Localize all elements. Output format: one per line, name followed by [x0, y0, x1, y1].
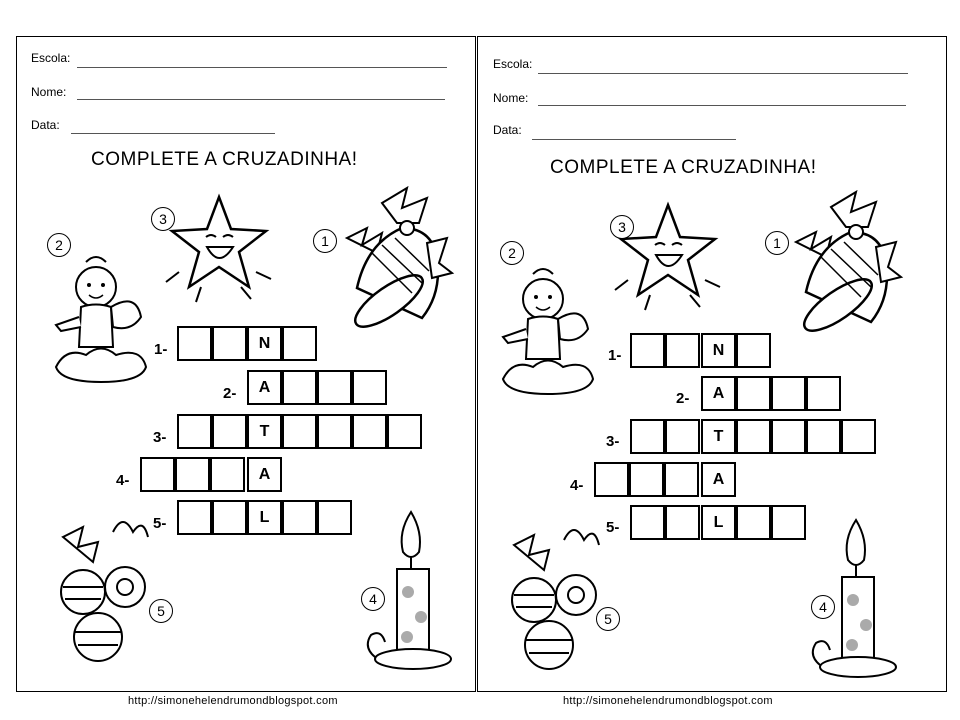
cell-4-3[interactable] [210, 457, 245, 492]
clue-3-label: 3- [153, 429, 167, 446]
school-field[interactable] [538, 73, 908, 74]
clue-1-label: 1- [608, 347, 622, 364]
picture-number-2: 2 [500, 241, 524, 265]
name-label: Nome: [493, 91, 529, 105]
cell-5-5[interactable] [771, 505, 806, 540]
star-icon [161, 187, 281, 312]
date-label: Data: [493, 123, 522, 137]
cell-5-4[interactable] [736, 505, 771, 540]
cell-3-5[interactable] [317, 414, 352, 449]
school-label: Escola: [31, 51, 71, 65]
name-field[interactable] [77, 99, 445, 100]
picture-number-4: 4 [361, 587, 385, 611]
angel-icon [498, 259, 598, 404]
picture-number-4: 4 [811, 595, 835, 619]
clue-2-label: 2- [676, 390, 690, 407]
picture-number-2: 2 [47, 233, 71, 257]
cell-2-4[interactable] [806, 376, 841, 411]
cell-1-2[interactable] [665, 333, 700, 368]
cell-1-2[interactable] [212, 326, 247, 361]
cell-5-1[interactable] [630, 505, 665, 540]
cell-4-2[interactable] [175, 457, 210, 492]
cell-4-3[interactable] [664, 462, 699, 497]
clue-2-label: 2- [223, 385, 237, 402]
picture-number-1: 1 [313, 229, 337, 253]
ornaments-icon [53, 507, 163, 672]
cell-4-4[interactable]: A [247, 457, 282, 492]
worksheet-title: COMPLETE A CRUZADINHA! [550, 157, 817, 178]
date-label: Data: [31, 118, 60, 132]
cell-1-3[interactable]: N [247, 326, 282, 361]
cell-1-3[interactable]: N [701, 333, 736, 368]
clue-1-label: 1- [154, 341, 168, 358]
school-label: Escola: [493, 57, 533, 71]
cell-3-4[interactable] [282, 414, 317, 449]
cell-3-6[interactable] [352, 414, 387, 449]
cell-1-1[interactable] [630, 333, 665, 368]
picture-number-5: 5 [596, 607, 620, 631]
clue-5-label: 5- [153, 515, 167, 532]
picture-number-3: 3 [151, 207, 175, 231]
cell-3-3[interactable]: T [701, 419, 736, 454]
cell-4-1[interactable] [594, 462, 629, 497]
name-label: Nome: [31, 85, 67, 99]
picture-number-5: 5 [149, 599, 173, 623]
cell-5-2[interactable] [665, 505, 700, 540]
footer-url-right[interactable]: http://simonehelendrumondblogspot.com [563, 695, 773, 707]
worksheet-title: COMPLETE A CRUZADINHA! [91, 149, 358, 170]
footer-url-left[interactable]: http://simonehelendrumondblogspot.com [128, 695, 338, 707]
cell-1-1[interactable] [177, 326, 212, 361]
cell-2-3[interactable] [317, 370, 352, 405]
cell-1-4[interactable] [282, 326, 317, 361]
star-icon [610, 195, 730, 320]
cell-5-2[interactable] [212, 500, 247, 535]
clue-5-label: 5- [606, 519, 620, 536]
ornaments-icon [504, 515, 614, 680]
worksheet-right [477, 36, 947, 692]
cell-3-1[interactable] [630, 419, 665, 454]
cell-5-1[interactable] [177, 500, 212, 535]
cell-3-5[interactable] [771, 419, 806, 454]
worksheet-left [16, 36, 476, 692]
clue-3-label: 3- [606, 433, 620, 450]
cell-5-5[interactable] [317, 500, 352, 535]
cell-3-6[interactable] [806, 419, 841, 454]
name-field[interactable] [538, 105, 906, 106]
cell-3-4[interactable] [736, 419, 771, 454]
angel-icon [51, 247, 151, 392]
cell-2-4[interactable] [352, 370, 387, 405]
picture-number-1: 1 [765, 231, 789, 255]
cell-3-7[interactable] [841, 419, 876, 454]
school-field[interactable] [77, 67, 447, 68]
cell-2-2[interactable] [736, 376, 771, 411]
cell-5-4[interactable] [282, 500, 317, 535]
cell-5-3[interactable]: L [247, 500, 282, 535]
cell-2-1[interactable]: A [701, 376, 736, 411]
cell-3-1[interactable] [177, 414, 212, 449]
cell-3-2[interactable] [212, 414, 247, 449]
clue-4-label: 4- [570, 477, 584, 494]
cell-4-4[interactable]: A [701, 462, 736, 497]
cell-4-2[interactable] [629, 462, 664, 497]
picture-number-3: 3 [610, 215, 634, 239]
cell-2-1[interactable]: A [247, 370, 282, 405]
cell-3-7[interactable] [387, 414, 422, 449]
date-field[interactable] [71, 133, 275, 134]
bell-icon [327, 183, 457, 338]
date-field[interactable] [532, 139, 736, 140]
cell-2-3[interactable] [771, 376, 806, 411]
bell-icon [776, 187, 906, 342]
cell-3-2[interactable] [665, 419, 700, 454]
cell-2-2[interactable] [282, 370, 317, 405]
clue-4-label: 4- [116, 472, 130, 489]
cell-3-3[interactable]: T [247, 414, 282, 449]
cell-4-1[interactable] [140, 457, 175, 492]
cell-5-3[interactable]: L [701, 505, 736, 540]
cell-1-4[interactable] [736, 333, 771, 368]
